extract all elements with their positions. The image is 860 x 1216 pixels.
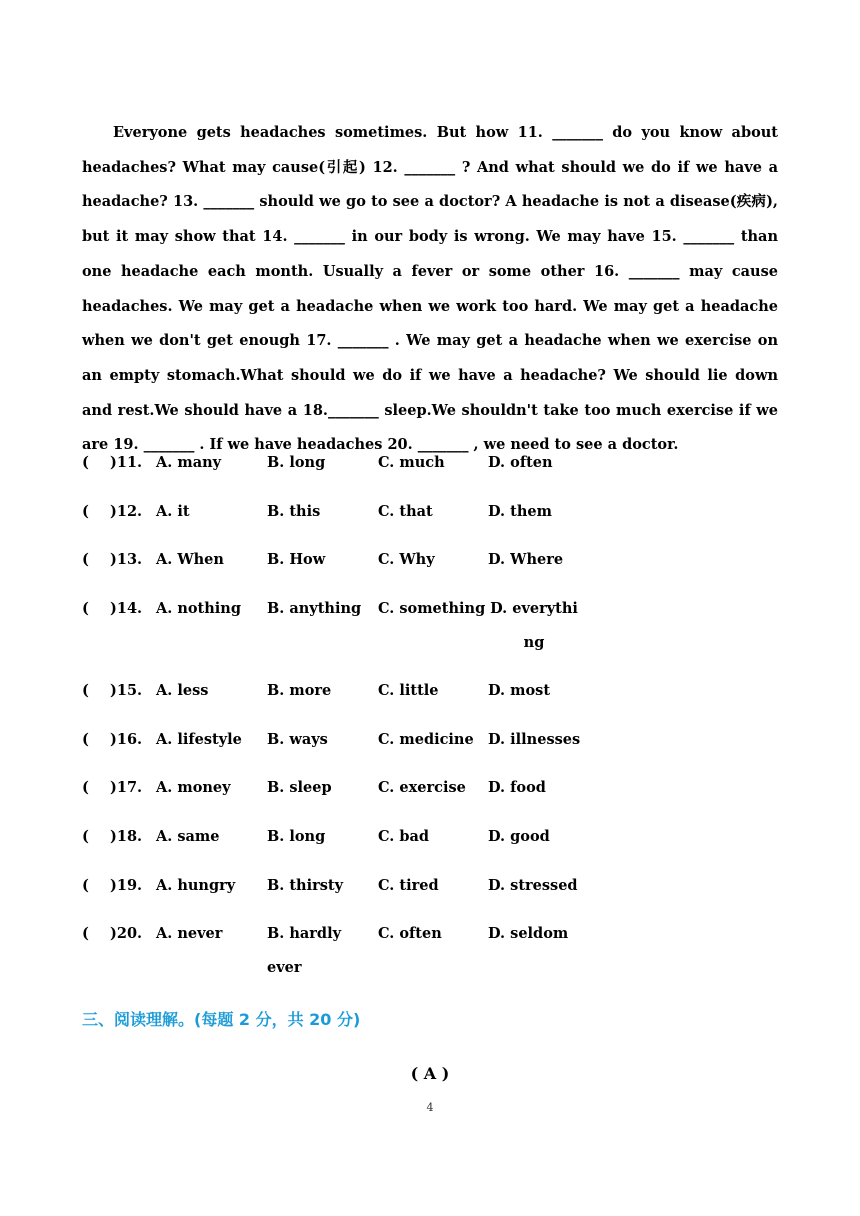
option-b: B. this bbox=[267, 503, 321, 520]
option-a: A. When bbox=[156, 551, 224, 568]
section-title: 三、阅读理解。(每题 2 分，共 20 分) bbox=[82, 1010, 361, 1029]
option-b: B. long bbox=[267, 454, 326, 471]
question-number: )19. bbox=[110, 877, 143, 894]
option-b: B. How bbox=[267, 551, 326, 568]
answer-blank: ( bbox=[82, 551, 89, 568]
option-d: D. good bbox=[488, 828, 550, 845]
option-b: B. anything bbox=[267, 600, 362, 617]
option-c: C. Why bbox=[378, 551, 435, 568]
option-c: C. that bbox=[378, 503, 433, 520]
passage-label: ( A ) bbox=[410, 1064, 450, 1083]
question-number: )17. bbox=[110, 779, 143, 796]
option-a: A. hungry bbox=[156, 877, 236, 894]
question-number: )13. bbox=[110, 551, 143, 568]
option-a: A. it bbox=[156, 503, 190, 520]
option-d: D. illnesses bbox=[488, 731, 581, 748]
option-c: C. exercise bbox=[378, 779, 466, 796]
question-number: )12. bbox=[110, 503, 143, 520]
option-c: C. often bbox=[378, 925, 442, 942]
option-d: D. Where bbox=[488, 551, 564, 568]
option-c: C. something bbox=[378, 600, 486, 617]
answer-blank: ( bbox=[82, 682, 89, 699]
option-b: B. hardly ever bbox=[267, 925, 342, 976]
option-b: B. sleep bbox=[267, 779, 332, 796]
answer-blank: ( bbox=[82, 503, 89, 520]
option-a: A. same bbox=[156, 828, 220, 845]
option-a: A. money bbox=[156, 779, 231, 796]
option-d: D. them bbox=[488, 503, 552, 520]
option-c: C. medicine bbox=[378, 731, 474, 748]
option-c: C. much bbox=[378, 454, 445, 471]
option-b: B. ways bbox=[267, 731, 328, 748]
option-a: A. many bbox=[156, 454, 222, 471]
option-b: B. long bbox=[267, 828, 326, 845]
question-number: )16. bbox=[110, 731, 143, 748]
option-c: C. bad bbox=[378, 828, 430, 845]
question-number: )15. bbox=[110, 682, 143, 699]
option-a: A. never bbox=[156, 925, 223, 942]
answer-blank: ( bbox=[82, 454, 89, 471]
page-number: 4 bbox=[426, 1101, 434, 1114]
cloze-passage bbox=[82, 116, 778, 463]
passage-paragraph: Everyone gets headaches sometimes. But how 11. _______ do you know about headaches? What may cause(引起) 12. _______ ? And what should we do if we have a headache? 13. _______ should we go to see a doctor? A headache is not a disease(疾病), but it may show that 14. _______ in our body is wrong. We may have 15. _______ than one headache each month. Usually a fever or some other 16. _______ may cause headaches. We may get a headache when we work too hard. We may get a headache when we don't get enough 17. _______ . We may get a headache when we exercise on an empty stomach.What should we do if we have a headache? We should lie down and rest.We should have a 18._______ sleep.We shouldn't take too much exercise if we are 19. _______ . If we have headaches 20. _______ , we need to see a doctor. bbox=[82, 124, 778, 454]
answer-blank: ( bbox=[82, 779, 89, 796]
answer-blank: ( bbox=[82, 877, 89, 894]
option-d: D. most bbox=[488, 682, 551, 699]
question-number: )11. bbox=[110, 454, 143, 471]
option-a: A. nothing bbox=[156, 600, 241, 617]
option-d: D. seldom bbox=[488, 925, 569, 942]
answer-blank: ( bbox=[82, 600, 89, 617]
option-d: D. often bbox=[488, 454, 553, 471]
option-b: B. thirsty bbox=[267, 877, 344, 894]
option-a: A. lifestyle bbox=[156, 731, 242, 748]
option-c: C. tired bbox=[378, 877, 439, 894]
question-number: )14. bbox=[110, 600, 143, 617]
option-a: A. less bbox=[156, 682, 209, 699]
option-b: B. more bbox=[267, 682, 332, 699]
question-number: )18. bbox=[110, 828, 143, 845]
answer-blank: ( bbox=[82, 828, 89, 845]
option-d: D. food bbox=[488, 779, 546, 796]
option-c: C. little bbox=[378, 682, 439, 699]
option-d: D. stressed bbox=[488, 877, 578, 894]
option-d: D. everything bbox=[490, 600, 578, 651]
question-number: )20. bbox=[110, 925, 143, 942]
answer-blank: ( bbox=[82, 731, 89, 748]
answer-blank: ( bbox=[82, 925, 89, 942]
